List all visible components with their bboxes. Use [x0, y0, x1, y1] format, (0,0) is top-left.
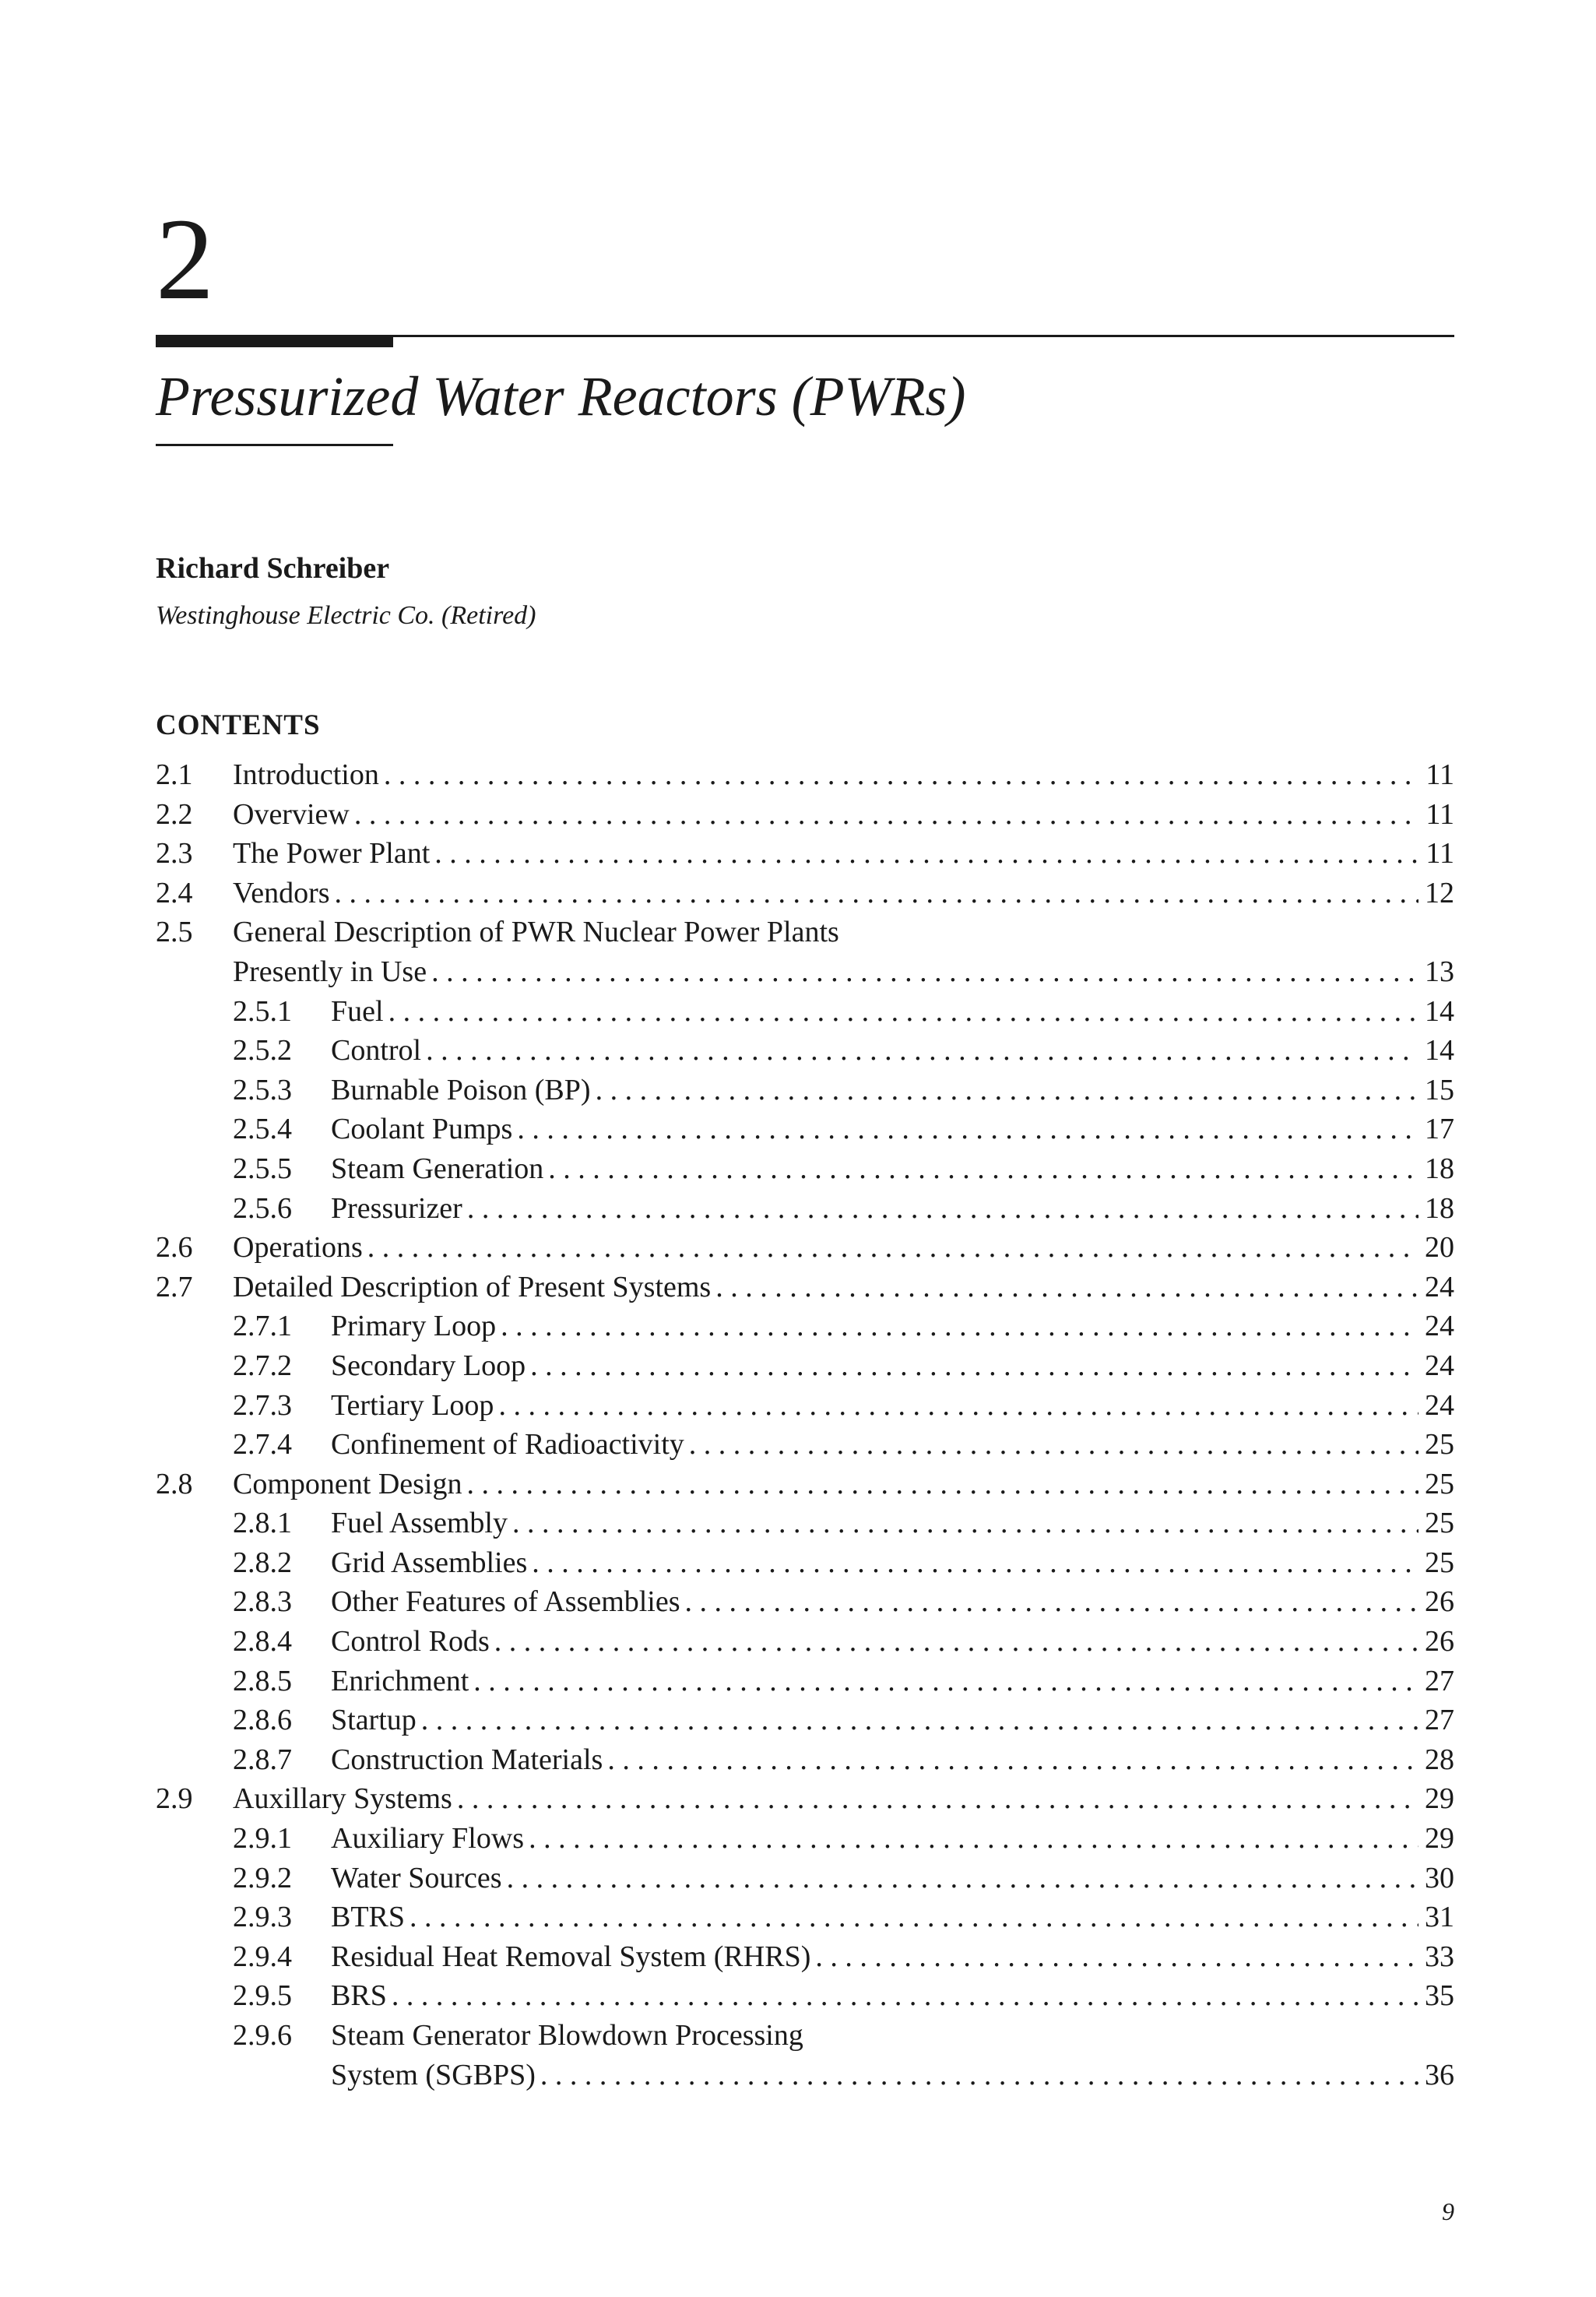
toc-dot-leader: [715, 1268, 1418, 1307]
toc-entry[interactable]: [156, 1228, 1454, 1268]
toc-entry-page: 28: [1425, 1743, 1454, 1776]
toc-entry-number: 2.5.3: [233, 1073, 292, 1106]
toc-entry-body: [233, 1465, 1454, 1504]
toc-entry-title: Steam Generation: [331, 1152, 544, 1185]
toc-entry[interactable]: [156, 1071, 1454, 1110]
toc-entry-title: Primary Loop: [331, 1310, 497, 1343]
toc-entry-body: [331, 1740, 1454, 1780]
toc-entry-body: [331, 1976, 1454, 2016]
toc-entry-page: 25: [1425, 1428, 1454, 1462]
toc-entry-title: Operations: [233, 1231, 363, 1265]
toc-entry[interactable]: [156, 913, 1454, 952]
toc-entry-body: [331, 1898, 1454, 1937]
toc-entry-number: 2.9.2: [233, 1861, 292, 1894]
toc-entry[interactable]: [156, 1976, 1454, 2016]
toc-entry-title: Auxillary Systems: [233, 1782, 452, 1816]
toc-entry-number: 2.9.3: [233, 1901, 292, 1934]
toc-entry-number: 2.1: [156, 758, 193, 791]
toc-entry[interactable]: [156, 1662, 1454, 1701]
toc-entry-number: 2.5.5: [233, 1152, 292, 1185]
toc-entry-page: 29: [1425, 1782, 1454, 1816]
toc-dot-leader: [473, 1662, 1418, 1701]
toc-dot-leader: [540, 2056, 1418, 2095]
toc-entry-number: 2.5.1: [233, 994, 292, 1028]
toc-entry-number: 2.5.4: [233, 1113, 292, 1146]
toc-dot-leader: [689, 1425, 1418, 1465]
toc-entry-body: [233, 913, 1454, 952]
toc-entry-title: Pressurizer: [331, 1191, 462, 1225]
toc-entry-number: 2.8.7: [233, 1743, 292, 1776]
toc-entry-page: 26: [1425, 1625, 1454, 1659]
toc-entry[interactable]: [156, 1622, 1454, 1662]
toc-entry-body: [331, 2056, 1454, 2095]
toc-entry-page: 24: [1425, 1270, 1454, 1303]
toc-entry-page: 18: [1425, 1152, 1454, 1185]
toc-entry-title: Control: [331, 1034, 422, 1068]
contents-heading: CONTENTS: [156, 709, 321, 741]
toc-dot-leader: [410, 1898, 1418, 1937]
toc-entry-title: The Power Plant: [233, 837, 431, 871]
toc-entry[interactable]: [156, 795, 1454, 835]
title-underline: [156, 444, 393, 446]
toc-entry-title: Burnable Poison (BP): [331, 1073, 591, 1106]
toc-dot-leader: [457, 1779, 1418, 1819]
toc-entry-number: 2.9.4: [233, 1940, 292, 1973]
author-affiliation: Westinghouse Electric Co. (Retired): [156, 601, 536, 630]
toc-dot-leader: [517, 1110, 1418, 1149]
toc-entry[interactable]: [156, 1543, 1454, 1583]
toc-entry-number: 2.5.6: [233, 1191, 292, 1225]
toc-entry[interactable]: [156, 2016, 1454, 2056]
toc-entry[interactable]: [156, 1307, 1454, 1346]
toc-dot-leader: [529, 1819, 1418, 1859]
toc-entry-number: 2.9.1: [233, 1822, 292, 1856]
toc-entry-number: 2.7.2: [233, 1349, 292, 1382]
toc-entry-body: [331, 1819, 1454, 1859]
toc-entry-body: [331, 1662, 1454, 1701]
toc-dot-leader: [501, 1307, 1418, 1346]
toc-entry[interactable]: [156, 1386, 1454, 1426]
toc-entry-body: [233, 1779, 1454, 1819]
toc-entry-number: 2.8.6: [233, 1704, 292, 1737]
toc-entry-number: 2.8.2: [233, 1546, 292, 1579]
toc-entry-number: 2.4: [156, 876, 193, 909]
toc-entry-body: [331, 1859, 1454, 1898]
toc-entry-page: 25: [1425, 1546, 1454, 1579]
toc-entry-title: Auxiliary Flows: [331, 1822, 525, 1856]
toc-entry[interactable]: [156, 1819, 1454, 1859]
toc-entry-body: [233, 874, 1454, 913]
toc-dot-leader: [467, 1189, 1418, 1229]
toc-entry[interactable]: [156, 1779, 1454, 1819]
toc-dot-leader: [512, 1504, 1418, 1543]
toc-entry-body: [233, 834, 1454, 874]
toc-entry-body: [233, 952, 1454, 992]
toc-entry-title: Fuel: [331, 994, 384, 1028]
toc-entry[interactable]: [156, 1110, 1454, 1149]
toc-entry-body: [331, 1031, 1454, 1071]
toc-entry-title: Steam Generator Blowdown Processing: [331, 2019, 803, 2052]
toc-dot-leader: [532, 1543, 1418, 1583]
toc-entry-title: Fuel Assembly: [331, 1507, 508, 1540]
toc-entry[interactable]: [156, 1465, 1454, 1504]
toc-entry-page: 18: [1425, 1191, 1454, 1225]
toc-entry-page: 11: [1426, 758, 1454, 791]
toc-dot-leader: [530, 1346, 1418, 1386]
toc-entry-number: 2.3: [156, 837, 193, 871]
toc-entry[interactable]: [156, 1701, 1454, 1740]
toc-entry-page: 35: [1425, 1979, 1454, 2013]
toc-dot-leader: [498, 1386, 1418, 1426]
toc-entry-title: Construction Materials: [331, 1743, 603, 1776]
toc-entry-title: Detailed Description of Present Systems: [233, 1270, 712, 1303]
toc-entry-body: [331, 1543, 1454, 1583]
toc-entry-title: Water Sources: [331, 1861, 502, 1894]
toc-dot-leader: [815, 1937, 1418, 1977]
toc-dot-leader: [392, 1976, 1418, 2016]
toc-entry[interactable]: [156, 1504, 1454, 1543]
toc-entry[interactable]: [156, 1937, 1454, 1977]
toc-entry[interactable]: [156, 2056, 1454, 2095]
toc-entry-number: 2.9.5: [233, 1979, 292, 2013]
toc-entry-body: [331, 1386, 1454, 1426]
toc-entry-body: [331, 992, 1454, 1032]
toc-dot-leader: [434, 834, 1418, 874]
toc-dot-leader: [354, 795, 1418, 835]
toc-entry-page: 36: [1425, 2058, 1454, 2091]
toc-entry-page: 11: [1426, 837, 1454, 871]
toc-entry-body: [331, 1189, 1454, 1229]
toc-entry-number: 2.2: [156, 797, 193, 831]
toc-entry[interactable]: [156, 1149, 1454, 1189]
toc-entry-body: [233, 755, 1454, 795]
toc-entry-title: Confinement of Radioactivity: [331, 1428, 684, 1462]
toc-entry-body: [331, 1622, 1454, 1662]
toc-entry-title: BTRS: [331, 1901, 406, 1934]
table-of-contents: [156, 755, 1454, 2095]
toc-dot-leader: [384, 755, 1418, 795]
toc-entry-number: 2.7: [156, 1270, 193, 1303]
toc-entry-body: [233, 1268, 1454, 1307]
toc-entry-body: [331, 1701, 1454, 1740]
toc-entry-page: 20: [1425, 1231, 1454, 1265]
toc-entry-body: [331, 1937, 1454, 1977]
toc-dot-leader: [426, 1031, 1418, 1071]
toc-entry-title: Control Rods: [331, 1625, 490, 1659]
toc-entry-title: Tertiary Loop: [331, 1388, 494, 1422]
toc-entry-body: [233, 795, 1454, 835]
toc-entry-body: [331, 1582, 1454, 1622]
toc-entry-page: 24: [1425, 1349, 1454, 1382]
toc-entry-title: Overview: [233, 797, 350, 831]
toc-entry[interactable]: [156, 1582, 1454, 1622]
toc-entry-number: 2.9: [156, 1782, 193, 1816]
toc-entry-title: Grid Assemblies: [331, 1546, 528, 1579]
toc-entry[interactable]: [156, 952, 1454, 992]
toc-entry-number: 2.7.4: [233, 1428, 292, 1462]
toc-entry[interactable]: [156, 1189, 1454, 1229]
toc-dot-leader: [685, 1582, 1418, 1622]
toc-entry-page: 12: [1425, 876, 1454, 909]
toc-entry-number: 2.8: [156, 1467, 193, 1500]
toc-entry[interactable]: [156, 834, 1454, 874]
toc-dot-leader: [494, 1622, 1418, 1662]
toc-entry-body: [331, 1149, 1454, 1189]
toc-entry-body: [331, 1346, 1454, 1386]
toc-entry-number: 2.8.4: [233, 1625, 292, 1659]
toc-entry-title: BRS: [331, 1979, 387, 2013]
toc-entry-page: 33: [1425, 1940, 1454, 1973]
toc-entry-title: Other Features of Assemblies: [331, 1585, 680, 1619]
toc-entry-number: 2.7.3: [233, 1388, 292, 1422]
toc-entry[interactable]: [156, 1898, 1454, 1937]
toc-dot-leader: [421, 1701, 1418, 1740]
toc-entry-page: 24: [1425, 1310, 1454, 1343]
toc-entry-page: 25: [1425, 1467, 1454, 1500]
toc-entry-title: Coolant Pumps: [331, 1113, 513, 1146]
toc-entry-title: Vendors: [233, 876, 330, 909]
toc-entry[interactable]: [156, 1031, 1454, 1071]
toc-entry-number: 2.9.6: [233, 2019, 292, 2052]
toc-dot-leader: [607, 1740, 1418, 1780]
toc-dot-leader: [431, 952, 1418, 992]
toc-dot-leader: [335, 874, 1418, 913]
toc-entry[interactable]: [156, 1859, 1454, 1898]
toc-entry-body: [233, 1228, 1454, 1268]
toc-dot-leader: [388, 992, 1418, 1032]
toc-entry-page: 26: [1425, 1585, 1454, 1619]
toc-entry-title: Startup: [331, 1704, 417, 1737]
toc-entry-title: Presently in Use: [233, 955, 427, 988]
toc-entry-body: [331, 1425, 1454, 1465]
toc-entry-title: Secondary Loop: [331, 1349, 526, 1382]
toc-dot-leader: [548, 1149, 1418, 1189]
toc-entry-number: 2.5.2: [233, 1034, 292, 1068]
toc-entry-number: 2.7.1: [233, 1310, 292, 1343]
toc-entry-title: System (SGBPS): [331, 2058, 536, 2091]
toc-entry-title: Residual Heat Removal System (RHRS): [331, 1940, 811, 1973]
toc-entry[interactable]: [156, 1740, 1454, 1780]
page-number: 9: [1442, 2197, 1454, 2225]
toc-entry-page: 11: [1426, 797, 1454, 831]
toc-entry-page: 17: [1425, 1113, 1454, 1146]
toc-entry-title: General Description of PWR Nuclear Power Plants: [233, 916, 839, 949]
toc-entry-page: 25: [1425, 1507, 1454, 1540]
toc-dot-leader: [596, 1071, 1418, 1110]
toc-entry-body: [331, 1110, 1454, 1149]
toc-entry-number: 2.8.1: [233, 1507, 292, 1540]
toc-entry-number: 2.8.3: [233, 1585, 292, 1619]
toc-entry-page: 14: [1425, 1034, 1454, 1068]
toc-entry-number: 2.8.5: [233, 1664, 292, 1697]
toc-entry-page: 13: [1425, 955, 1454, 988]
toc-entry-page: 30: [1425, 1861, 1454, 1894]
chapter-number: 2: [156, 195, 214, 324]
toc-entry-page: 31: [1425, 1901, 1454, 1934]
toc-dot-leader: [507, 1859, 1418, 1898]
toc-entry[interactable]: [156, 1268, 1454, 1307]
toc-entry-body: [331, 2016, 1454, 2056]
toc-entry-number: 2.6: [156, 1231, 193, 1265]
toc-entry-page: 27: [1425, 1664, 1454, 1697]
toc-entry-page: 15: [1425, 1073, 1454, 1106]
toc-entry-page: 29: [1425, 1822, 1454, 1856]
toc-entry-body: [331, 1071, 1454, 1110]
toc-entry-page: 24: [1425, 1388, 1454, 1422]
toc-entry-body: [331, 1504, 1454, 1543]
toc-entry-body: [331, 1307, 1454, 1346]
toc-dot-leader: [367, 1228, 1418, 1268]
toc-entry-number: 2.5: [156, 916, 193, 949]
author-name: Richard Schreiber: [156, 552, 390, 585]
toc-entry[interactable]: [156, 1346, 1454, 1386]
toc-dot-leader: [466, 1465, 1418, 1504]
chapter-title: Pressurized Water Reactors (PWRs): [156, 365, 966, 427]
toc-entry-title: Introduction: [233, 758, 379, 791]
toc-entry-title: Enrichment: [331, 1664, 469, 1697]
toc-entry[interactable]: [156, 874, 1454, 913]
chapter-rule-accent: [156, 335, 393, 347]
toc-entry[interactable]: [156, 992, 1454, 1032]
toc-entry-title: Component Design: [233, 1467, 462, 1500]
toc-entry[interactable]: [156, 755, 1454, 795]
toc-entry[interactable]: [156, 1425, 1454, 1465]
toc-entry-page: 14: [1425, 994, 1454, 1028]
toc-entry-page: 27: [1425, 1704, 1454, 1737]
